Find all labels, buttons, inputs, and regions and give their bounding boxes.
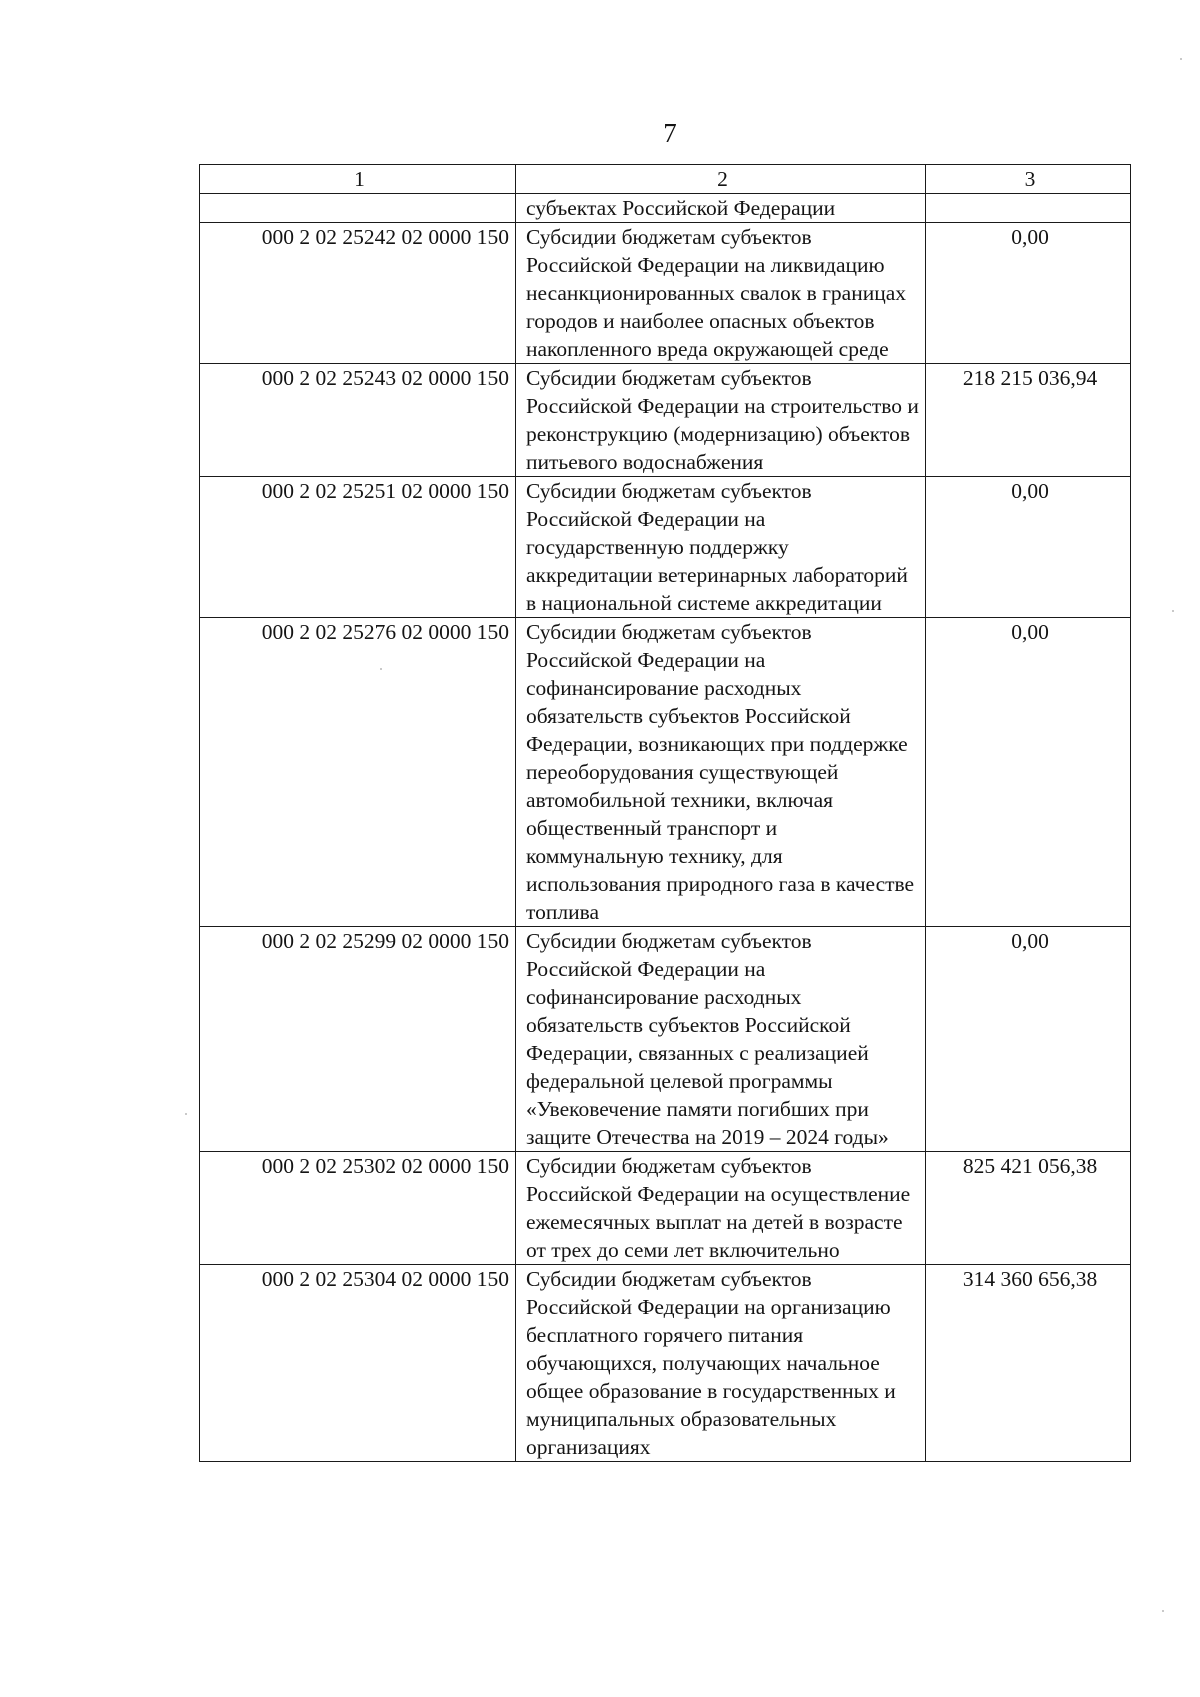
column-header-code: 1 <box>200 165 516 194</box>
table-row <box>200 223 1131 364</box>
row-code: 000 2 02 25243 02 0000 150 <box>200 364 516 477</box>
row-description: Субсидии бюджетам субъектов Российской Федерации на строительство и реконструкцию (модернизацию) объектов питьевого водоснабжения <box>516 364 926 477</box>
row-code: 000 2 02 25276 02 0000 150 <box>200 618 516 927</box>
table-row <box>200 618 1131 927</box>
budget-table <box>199 164 1131 1462</box>
page-number: 7 <box>663 118 677 148</box>
row-code: 000 2 02 25302 02 0000 150 <box>200 1152 516 1265</box>
row-amount <box>926 194 1131 223</box>
scan-speck <box>185 1113 187 1115</box>
row-code: 000 2 02 25304 02 0000 150 <box>200 1265 516 1462</box>
table-row <box>200 1265 1131 1462</box>
row-description: Субсидии бюджетам субъектов Российской Федерации на осуществление ежемесячных выплат на детей в возрасте от трех до семи лет включительно <box>516 1152 926 1265</box>
scan-speck <box>380 668 382 670</box>
row-code: 000 2 02 25251 02 0000 150 <box>200 477 516 618</box>
row-description: Субсидии бюджетам субъектов Российской Федерации на софинансирование расходных обязательств субъектов Российской Федерации, возникающих при поддержке переоборудования существующей автомобильной техники, включая общественный транспорт и коммунальную технику, для использования природного газа в качестве топлива <box>516 618 926 927</box>
column-header-description: 2 <box>516 165 926 194</box>
scan-speck <box>1180 58 1182 60</box>
row-description: Субсидии бюджетам субъектов Российской Федерации на организацию бесплатного горячего питания обучающихся, получающих начальное общее образование в государственных и муниципальных образовательных организациях <box>516 1265 926 1462</box>
column-header-amount: 3 <box>926 165 1131 194</box>
table-header-row <box>200 165 1131 194</box>
row-description: Субсидии бюджетам субъектов Российской Федерации на государственную поддержку аккредитации ветеринарных лабораторий в национальной системе аккредитации <box>516 477 926 618</box>
row-amount: 0,00 <box>926 927 1131 1152</box>
table-row <box>200 927 1131 1152</box>
row-amount: 314 360 656,38 <box>926 1265 1131 1462</box>
row-code <box>200 194 516 223</box>
row-description: Субсидии бюджетам субъектов Российской Федерации на ликвидацию несанкционированных свалок в границах городов и наиболее опасных объектов накопленного вреда окружающей среде <box>516 223 926 364</box>
row-amount: 825 421 056,38 <box>926 1152 1131 1265</box>
row-code: 000 2 02 25299 02 0000 150 <box>200 927 516 1152</box>
row-description: Субсидии бюджетам субъектов Российской Федерации на софинансирование расходных обязательств субъектов Российской Федерации, связанных с реализацией федеральной целевой программы «Увековечение памяти погибших при защите Отечества на 2019 – 2024 годы» <box>516 927 926 1152</box>
row-amount: 218 215 036,94 <box>926 364 1131 477</box>
row-amount: 0,00 <box>926 618 1131 927</box>
row-description: субъектах Российской Федерации <box>516 194 926 223</box>
scan-speck <box>1162 1610 1164 1612</box>
table-row <box>200 477 1131 618</box>
table-row <box>200 1152 1131 1265</box>
row-code: 000 2 02 25242 02 0000 150 <box>200 223 516 364</box>
row-amount: 0,00 <box>926 477 1131 618</box>
row-amount: 0,00 <box>926 223 1131 364</box>
scan-speck <box>1172 610 1174 612</box>
table-row <box>200 364 1131 477</box>
table-row <box>200 194 1131 223</box>
